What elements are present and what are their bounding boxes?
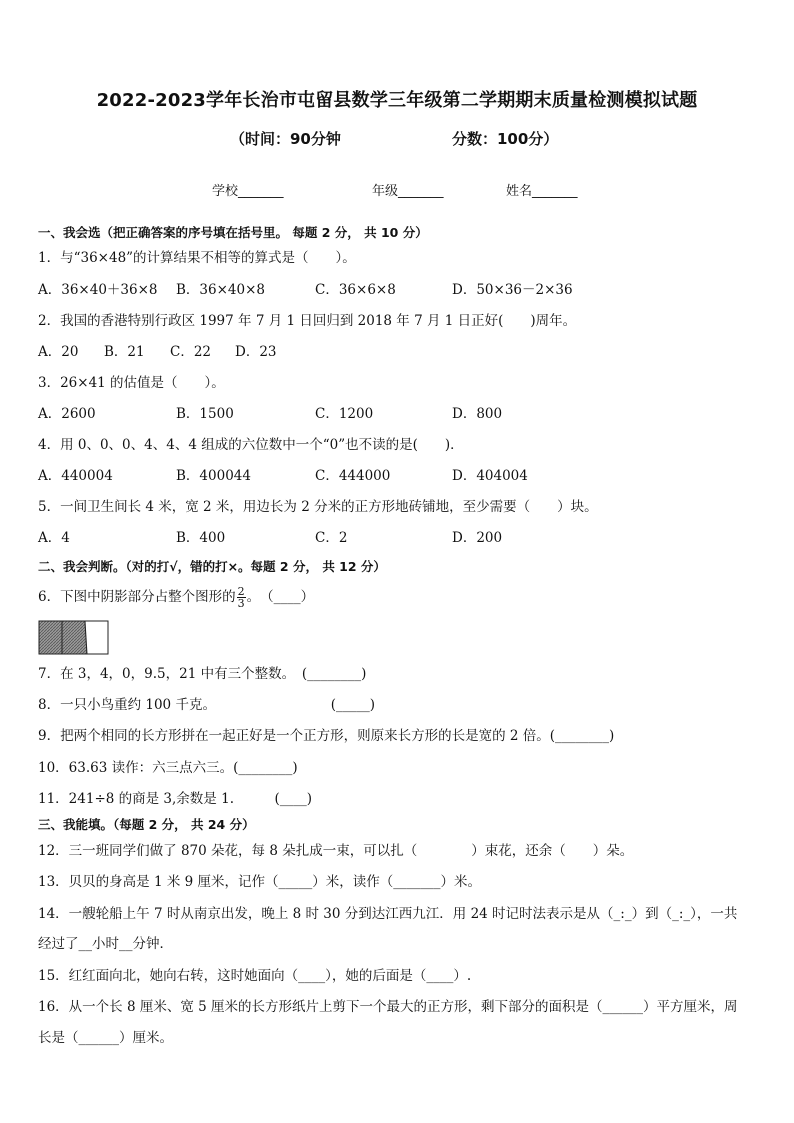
question-16-line-2: 长是（______）厘米。 <box>38 1030 173 1046</box>
q3-option-a: A．2600 <box>38 406 96 422</box>
q4-option-a: A．440004 <box>38 468 113 484</box>
q3-option-d: D．800 <box>452 406 503 422</box>
q5-option-b: B．400 <box>176 530 226 546</box>
question-4: 4．用 0、0、0、4、4、4 组成的六位数中一个“0”也不读的是( )． <box>38 437 464 453</box>
q6-text-before: 6．下图中阴影部分占整个图形的 <box>38 589 236 605</box>
school-field: 学校_______ <box>212 184 284 199</box>
question-16-line-1: 16．从一个长 8 厘米、宽 5 厘米的长方形纸片上剪下一个最大的正方形，剩下部分的面积是（______）平方厘米，周 <box>38 999 738 1015</box>
question-9: 9．把两个相同的长方形拼在一起正好是一个正方形，则原来长方形的长是宽的 2 倍。(________) <box>38 728 615 744</box>
q1-option-b: B．36×40×8 <box>176 282 265 298</box>
fraction-numerator: 2 <box>237 585 245 598</box>
page-title: 2022-2023学年长治市屯留县数学三年级第二学期期末质量检测模拟试题 <box>96 90 698 111</box>
question-6 <box>38 586 764 609</box>
section-3-heading: 三、我能填。（每题 2 分， 共 24 分） <box>38 817 255 832</box>
q5-option-a: A．4 <box>38 530 70 546</box>
shaded-region-1 <box>39 621 62 654</box>
question-14-line-2: 经过了__小时__分钟． <box>38 936 173 952</box>
question-14-line-1: 14．一艘轮船上午 7 时从南京出发，晚上 8 时 30 分到达江西九江．用 24 时记时法表示是从（_:_）到（_:_），一共 <box>38 906 738 922</box>
question-5: 5．一间卫生间长 4 米，宽 2 米，用边长为 2 分米的正方形地砖铺地，至少需要（ ）块。 <box>38 499 598 515</box>
q6-text-after: 。 （____） <box>246 589 315 605</box>
exam-score: 分数：100分） <box>452 130 559 148</box>
shaded-region-2 <box>62 621 87 654</box>
unshaded-region <box>85 621 108 654</box>
question-13: 13．贝贝的身高是 1 米 9 厘米，记作（_____）米，读作（_______）米。 <box>38 874 482 890</box>
name-field: 姓名_______ <box>506 184 578 199</box>
q2-option-d: D．23 <box>235 344 277 360</box>
q4-option-b: B．400044 <box>176 468 251 484</box>
fraction-two-thirds <box>237 586 246 609</box>
q4-option-d: D．404004 <box>452 468 528 484</box>
q1-option-a: A．36×40＋36×8 <box>38 282 158 298</box>
section-2-heading: 二、我会判断。（对的打√，错的打×。每题 2 分， 共 12 分） <box>38 559 386 574</box>
question-3: 3．26×41 的估值是（ ）。 <box>38 375 225 391</box>
question-1: 1．与“36×48”的计算结果不相等的算式是（ ）。 <box>38 250 356 266</box>
exam-time: （时间：90分钟 <box>230 130 341 148</box>
q2-option-b: B．21 <box>104 344 145 360</box>
q3-option-c: C．1200 <box>315 406 374 422</box>
q1-option-c: C．36×6×8 <box>315 282 396 298</box>
q5-option-d: D．200 <box>452 530 503 546</box>
q2-option-a: A．20 <box>38 344 79 360</box>
q2-option-c: C．22 <box>170 344 212 360</box>
question-11: 11．241÷8 的商是 3,余数是 1. (____) <box>38 791 313 807</box>
q4-option-c: C．444000 <box>315 468 391 484</box>
q1-option-d: D．50×36－2×36 <box>452 282 573 298</box>
question-2: 2．我国的香港特别行政区 1997 年 7 月 1 日回归到 2018 年 7 月 1 日正好( )周年。 <box>38 313 577 329</box>
q3-option-b: B．1500 <box>176 406 234 422</box>
q5-option-c: C．2 <box>315 530 348 546</box>
question-8: 8．一只小鸟重约 100 千克。 (_____) <box>38 697 375 713</box>
grade-field: 年级_______ <box>372 184 444 199</box>
question-15: 15．红红面向北，她向右转，这时她面向（____），她的后面是（____）. <box>38 968 472 984</box>
question-10: 10．63.63 读作：六三点六三。(________) <box>38 760 298 776</box>
section-1-heading: 一、我会选（把正确答案的序号填在括号里。 每题 2 分， 共 10 分） <box>38 225 428 240</box>
fraction-denominator: 3 <box>237 597 245 610</box>
question-12: 12．三一班同学们做了 870 朵花，每 8 朵扎成一束，可以扎（ ）束花，还余（ ）朵。 <box>38 843 634 859</box>
shaded-figure <box>38 620 114 656</box>
question-7: 7．在 3，4，0，9.5，21 中有三个整数。 (________) <box>38 666 367 682</box>
